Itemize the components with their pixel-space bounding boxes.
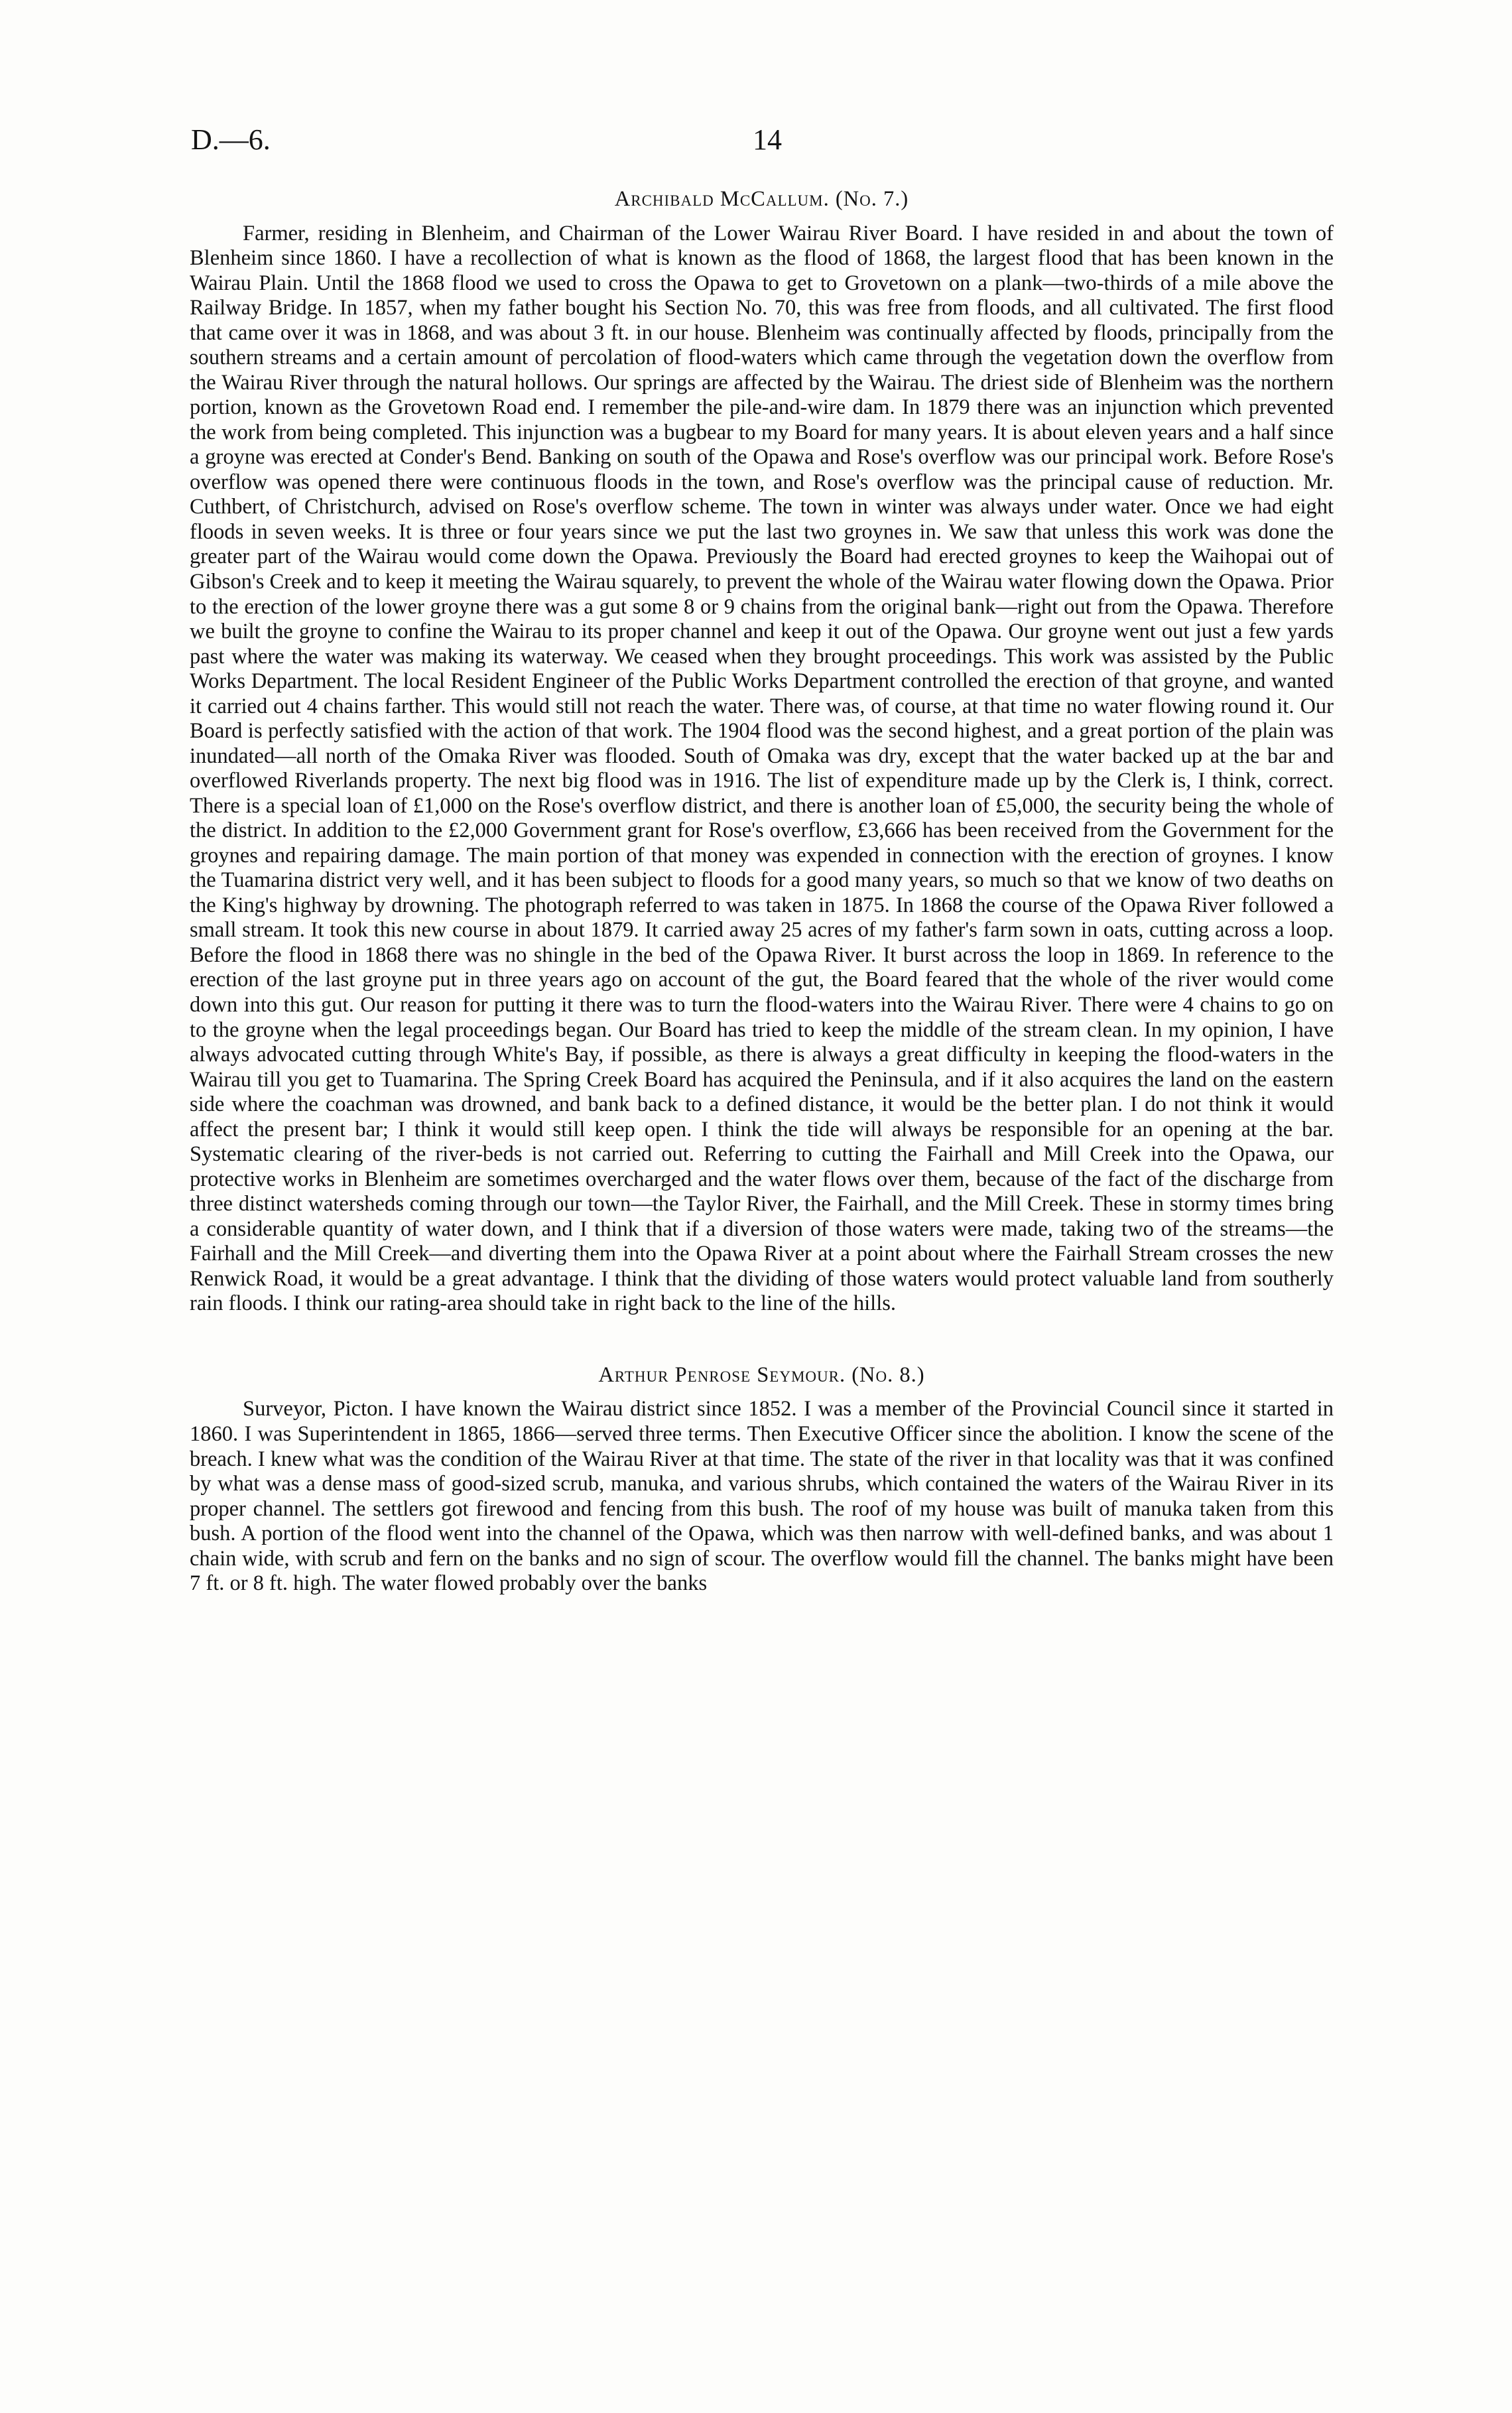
section-heading: Archibald McCallum. (No. 7.)	[614, 187, 909, 211]
testimony-section-mccallum	[190, 187, 1334, 1317]
page-number: 14	[753, 123, 782, 156]
section-heading: Arthur Penrose Seymour. (No. 8.)	[598, 1362, 925, 1387]
page-header	[191, 123, 1323, 163]
testimony-section-seymour	[190, 1363, 1334, 1597]
testimony-paragraph: Farmer, residing in Blenheim, and Chairman of the Lower Wairau River Board. I have resided in and about the town of Blenheim since 1860. I have a recollection of what is known as the flood of 1868, the largest flood that has been known in the Wairau Plain. Until the 1868 flood we used to cross the Opawa to get to Grovetown on a plank—two-thirds of a mile above the Railway Bridge. In 1857, when my father bought his Section No. 70, this was free from floods, and all cultivated. The first flood that came over it was in 1868, and was about 3 ft. in our house. Blenheim was continually affected by floods, principally from the southern streams and a certain amount of percolation of flood-waters which came through the vegetation down the overflow from the Wairau River through the natural hollows. Our springs are affected by the Wairau. The driest side of Blenheim was the northern portion, known as the Grovetown Road end. I remember the pile-and-wire dam. In 1879 there was an injunction which prevented the work from being completed. This injunction was a bugbear to my Board for many years. It is about eleven years and a half since a groyne was erected at Conder's Bend. Banking on south of the Opawa and Rose's overflow was our principal work. Before Rose's overflow was opened there were continuous floods in the town, and Rose's overflow was the principal cause of reduction. Mr. Cuthbert, of Christchurch, advised on Rose's overflow scheme. The town in winter was always under water. Once we had eight floods in seven weeks. It is three or four years since we put the last two groynes in. We saw that unless this work was done the greater part of the Wairau would come down the Opawa. Previously the Board had erected groynes to keep the Waihopai out of Gibson's Creek and to keep it meeting the Wairau squarely, to prevent the whole of the Wairau water flowing down the Opawa. Prior to the erection of the lower groyne there was a gut some 8 or 9 chains from the original bank—right out from the Opawa. Therefore we built the groyne to confine the Wairau to its proper channel and keep it out of the Opawa. Our groyne went out just a few yards past where the water was making its waterway. We ceased when they brought proceedings. This work was assisted by the Public Works Department. The local Resident Engineer of the Public Works Department controlled the erection of that groyne, and wanted it carried out 4 chains farther. This would still not reach the water. There was, of course, at that time no water flowing round it. Our Board is perfectly satisfied with the action of that work. The 1904 flood was the second highest, and a great portion of the plain was inundated—all north of the Omaka River was flooded. South of Omaka was dry, except that the water backed up at the bar and overflowed Riverlands property. The next big flood was in 1916. The list of expenditure made up by the Clerk is, I think, correct. There is a special loan of £1,000 on the Rose's overflow district, and there is another loan of £5,000, the security being the whole of the district. In addition to the £2,000 Government grant for Rose's overflow, £3,666 has been received from the Government for the groynes and repairing damage. The main portion of that money was expended in connection with the erection of groynes. I know the Tuamarina district very well, and it has been subject to floods for a good many years, so much so that we know of two deaths on the King's highway by drowning. The photograph referred to was taken in 1875. In 1868 the course of the Opawa River followed a small stream. It took this new course in about 1879. It carried away 25 acres of my father's farm sown in oats, cutting across a loop. Before the flood in 1868 there was no shingle in the bed of the Opawa River. It burst across the loop in 1869. In reference to the erection of the last groyne put in three years ago on account of the gut, the Board feared that the whole of the river would come down into this gut. Our reason for putting it there was to turn the flood-waters into the Wairau River. There were 4 chains to go on to the groyne when the legal proceedings began. Our Board has tried to keep the middle of the stream clean. In my opinion, I have always advocated cutting through White's Bay, if possible, as there is always a great difficulty in keeping the flood-waters in the Wairau till you get to Tuamarina. The Spring Creek Board has acquired the Peninsula, and if it also acquires the land on the eastern side where the coachman was drowned, and bank back to a defined distance, it would be the better plan. I do not think it would affect the present bar; I think it would still keep open. I think the tide will always be responsible for an opening at the bar. Systematic clearing of the river-beds is not carried out. Referring to cutting the Fairhall and Mill Creek into the Opawa, our protective works in Blenheim are sometimes overcharged and the water flows over them, because of the fact of the discharge from three distinct watersheds coming through our town—the Taylor River, the Fairhall, and the Mill Creek. These in stormy times bring a considerable quantity of water down, and I think that if a diversion of those waters were made, taking two of the streams—the Fairhall and the Mill Creek—and diverting them into the Opawa River at a point about where the Fairhall Stream crosses the new Renwick Road, it would be a great advantage. I think that the dividing of those waters would protect valuable land from southerly rain floods. I think our rating-area should take in right back to the line of the hills.	[190, 221, 1334, 1316]
document-body	[190, 187, 1334, 1597]
page-reference: D.—6.	[191, 123, 271, 156]
testimony-paragraph: Surveyor, Picton. I have known the Wairau district since 1852. I was a member of the Provincial Council since it started in 1860. I was Superintendent in 1865, 1866—served three terms. Then Executive Officer since the abolition. I know the scene of the breach. I knew what was the condition of the Wairau River at that time. The state of the river in that locality was that it was confined by what was a dense mass of good-sized scrub, manuka, and various shrubs, which contained the waters of the Wairau River in its proper channel. The settlers got firewood and fencing from this bush. The roof of my house was built of manuka taken from this bush. A portion of the flood went into the channel of the Opawa, which was then narrow with well-defined banks, and was about 1 chain wide, with scrub and fern on the banks and no sign of scour. The overflow would fill the channel. The banks might have been 7 ft. or 8 ft. high. The water flowed probably over the banks	[190, 1397, 1334, 1596]
